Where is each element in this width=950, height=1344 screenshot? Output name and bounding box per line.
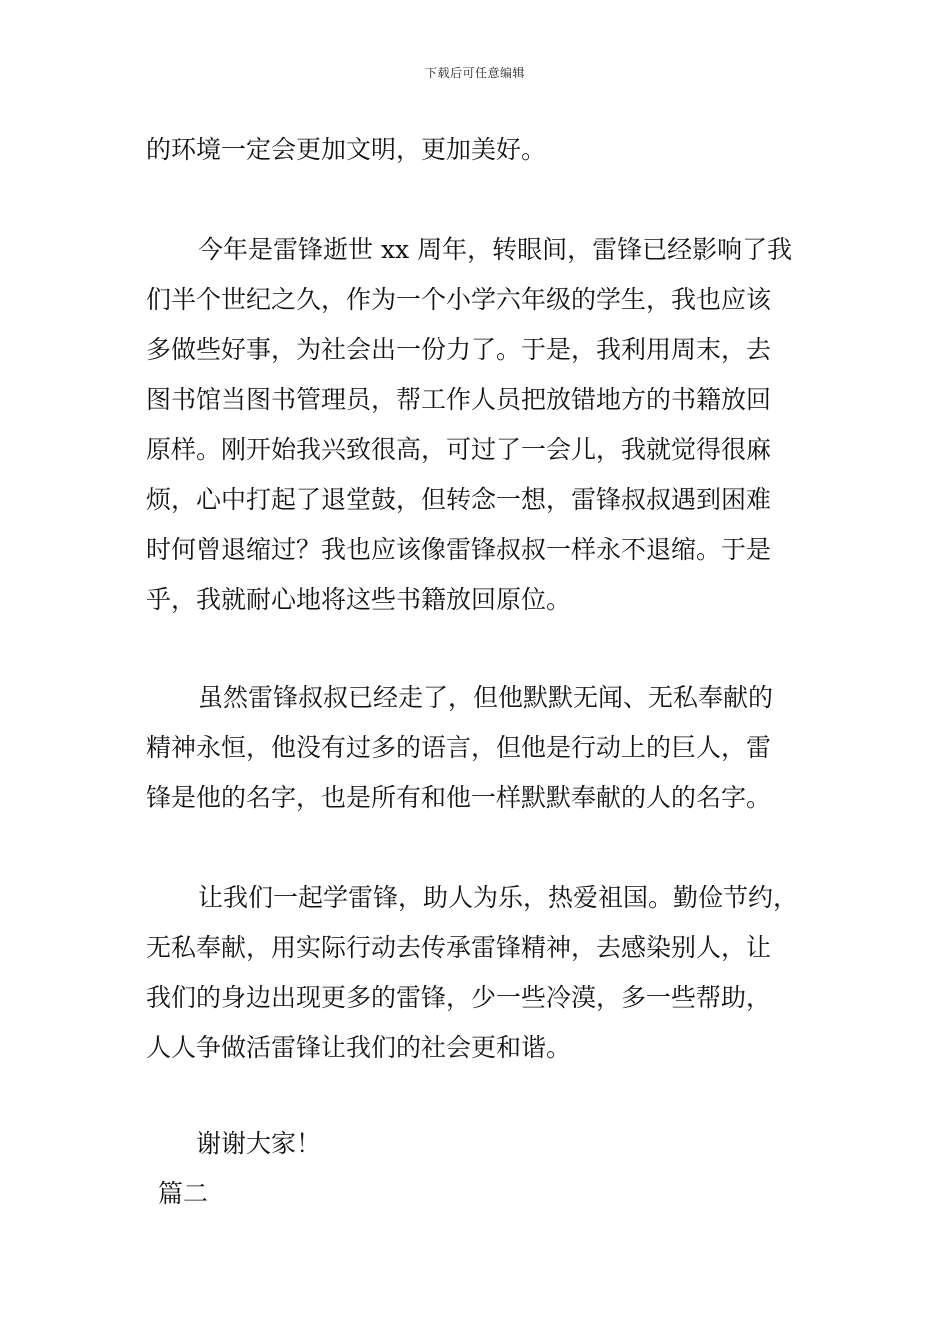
section-title: 篇二 bbox=[158, 1179, 209, 1208]
paragraph-line: 锋是他的名字，也是所有和他一样默默奉献的人的名字。 bbox=[146, 783, 772, 812]
paragraph-line: 多做些好事，为社会出一份力了。于是，我利用周末，去 bbox=[146, 335, 772, 364]
paragraph-line: 图书馆当图书管理员，帮工作人员把放错地方的书籍放回 bbox=[146, 385, 772, 414]
paragraph-line: 我们的身边出现更多的雷锋，少一些冷漠，多一些帮助， bbox=[146, 983, 772, 1012]
paragraph-line: 人人争做活雷锋让我们的社会更和谐。 bbox=[146, 1033, 572, 1062]
paragraph-line: 无私奉献，用实际行动去传承雷锋精神，去感染别人，让 bbox=[146, 933, 772, 962]
paragraph-line: 们半个世纪之久，作为一个小学六年级的学生，我也应该 bbox=[146, 285, 772, 314]
paragraph-line: 今年是雷锋逝世 xx 周年，转眼间，雷锋已经影响了我 bbox=[198, 235, 793, 264]
closing-text: 谢谢大家！ bbox=[196, 1129, 322, 1158]
paragraph-line: 的环境一定会更加文明，更加美好。 bbox=[146, 135, 547, 164]
paragraph-line: 让我们一起学雷锋，助人为乐，热爱祖国。勤俭节约， bbox=[198, 883, 799, 912]
paragraph-line: 精神永恒，他没有过多的语言，但他是行动上的巨人，雷 bbox=[146, 733, 772, 762]
paragraph-line: 乎，我就耐心地将这些书籍放回原位。 bbox=[146, 585, 572, 614]
paragraph-line: 虽然雷锋叔叔已经走了，但他默默无闻、无私奉献的 bbox=[198, 683, 774, 712]
paragraph-line: 时何曾退缩过？我也应该像雷锋叔叔一样永不退缩。于是 bbox=[146, 535, 772, 564]
page-header: 下载后可任意编辑 bbox=[424, 66, 525, 80]
paragraph-line: 原样。刚开始我兴致很高，可过了一会儿，我就觉得很麻 bbox=[146, 435, 772, 464]
paragraph-line: 烦，心中打起了退堂鼓，但转念一想，雷锋叔叔遇到困难 bbox=[146, 485, 772, 514]
